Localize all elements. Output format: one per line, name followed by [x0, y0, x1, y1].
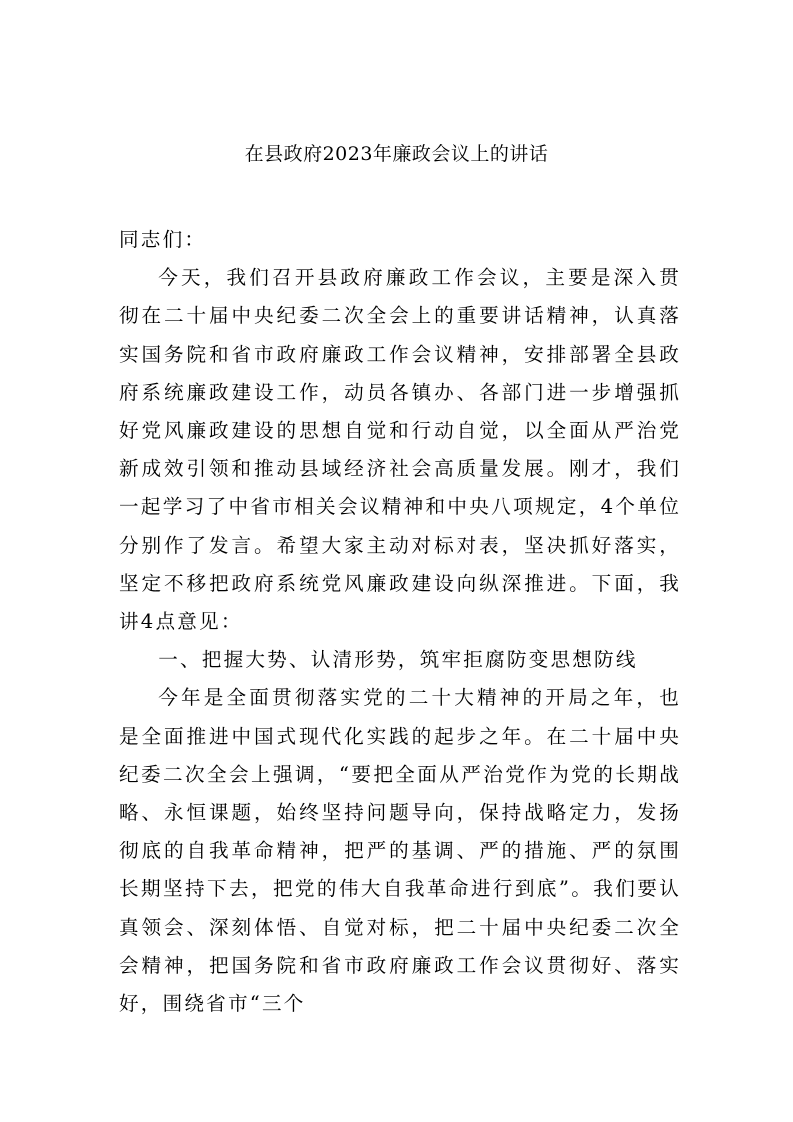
intro-paragraph: 今天，我们召开县政府廉政工作会议，主要是深入贯彻在二十届中央纪委二次全会上的重要讲话精神，认真落实国务院和省市政府廉政工作会议精神，安排部署全县政府系统廉政建设工作，动员各镇办、各部门进一步增强抓好党风廉政建设的思想自觉和行动自觉，以全面从严治党新成效引领和推动县域经济社会高质量发展。刚才，我们一起学习了中省市相关会议精神和中央八项规定，4个单位分别作了发言。希望大家主动对标对表，坚决抓好落实，坚定不移把政府系统党风廉政建设向纵深推进。下面，我讲4点意见： — [119, 266, 681, 634]
document-body — [119, 221, 681, 1023]
document-title: 在县政府2023年廉政会议上的讲话 — [244, 143, 549, 165]
section-paragraph: 今年是全面贯彻落实党的二十大精神的开局之年，也是全面推进中国式现代化实践的起步之年。在二十届中央纪委二次全会上强调，“要把全面从严治党作为党的长期战略、永恒课题，始终坚持问题导向，保持战略定力，发扬彻底的自我革命精神，把严的基调、严的措施、严的氛围长期坚持下去，把党的伟大自我革命进行到底”。我们要认真领会、深刻体悟、自觉对标，把二十届中央纪委二次全会精神，把国务院和省市政府廉政工作会议贯彻好、落实好，围绕省市“三个 — [119, 686, 681, 1016]
greeting: 同志们： — [119, 228, 207, 251]
section-heading: 一、把握大势、认清形势，筑牢拒腐防变思想防线 — [158, 648, 638, 672]
